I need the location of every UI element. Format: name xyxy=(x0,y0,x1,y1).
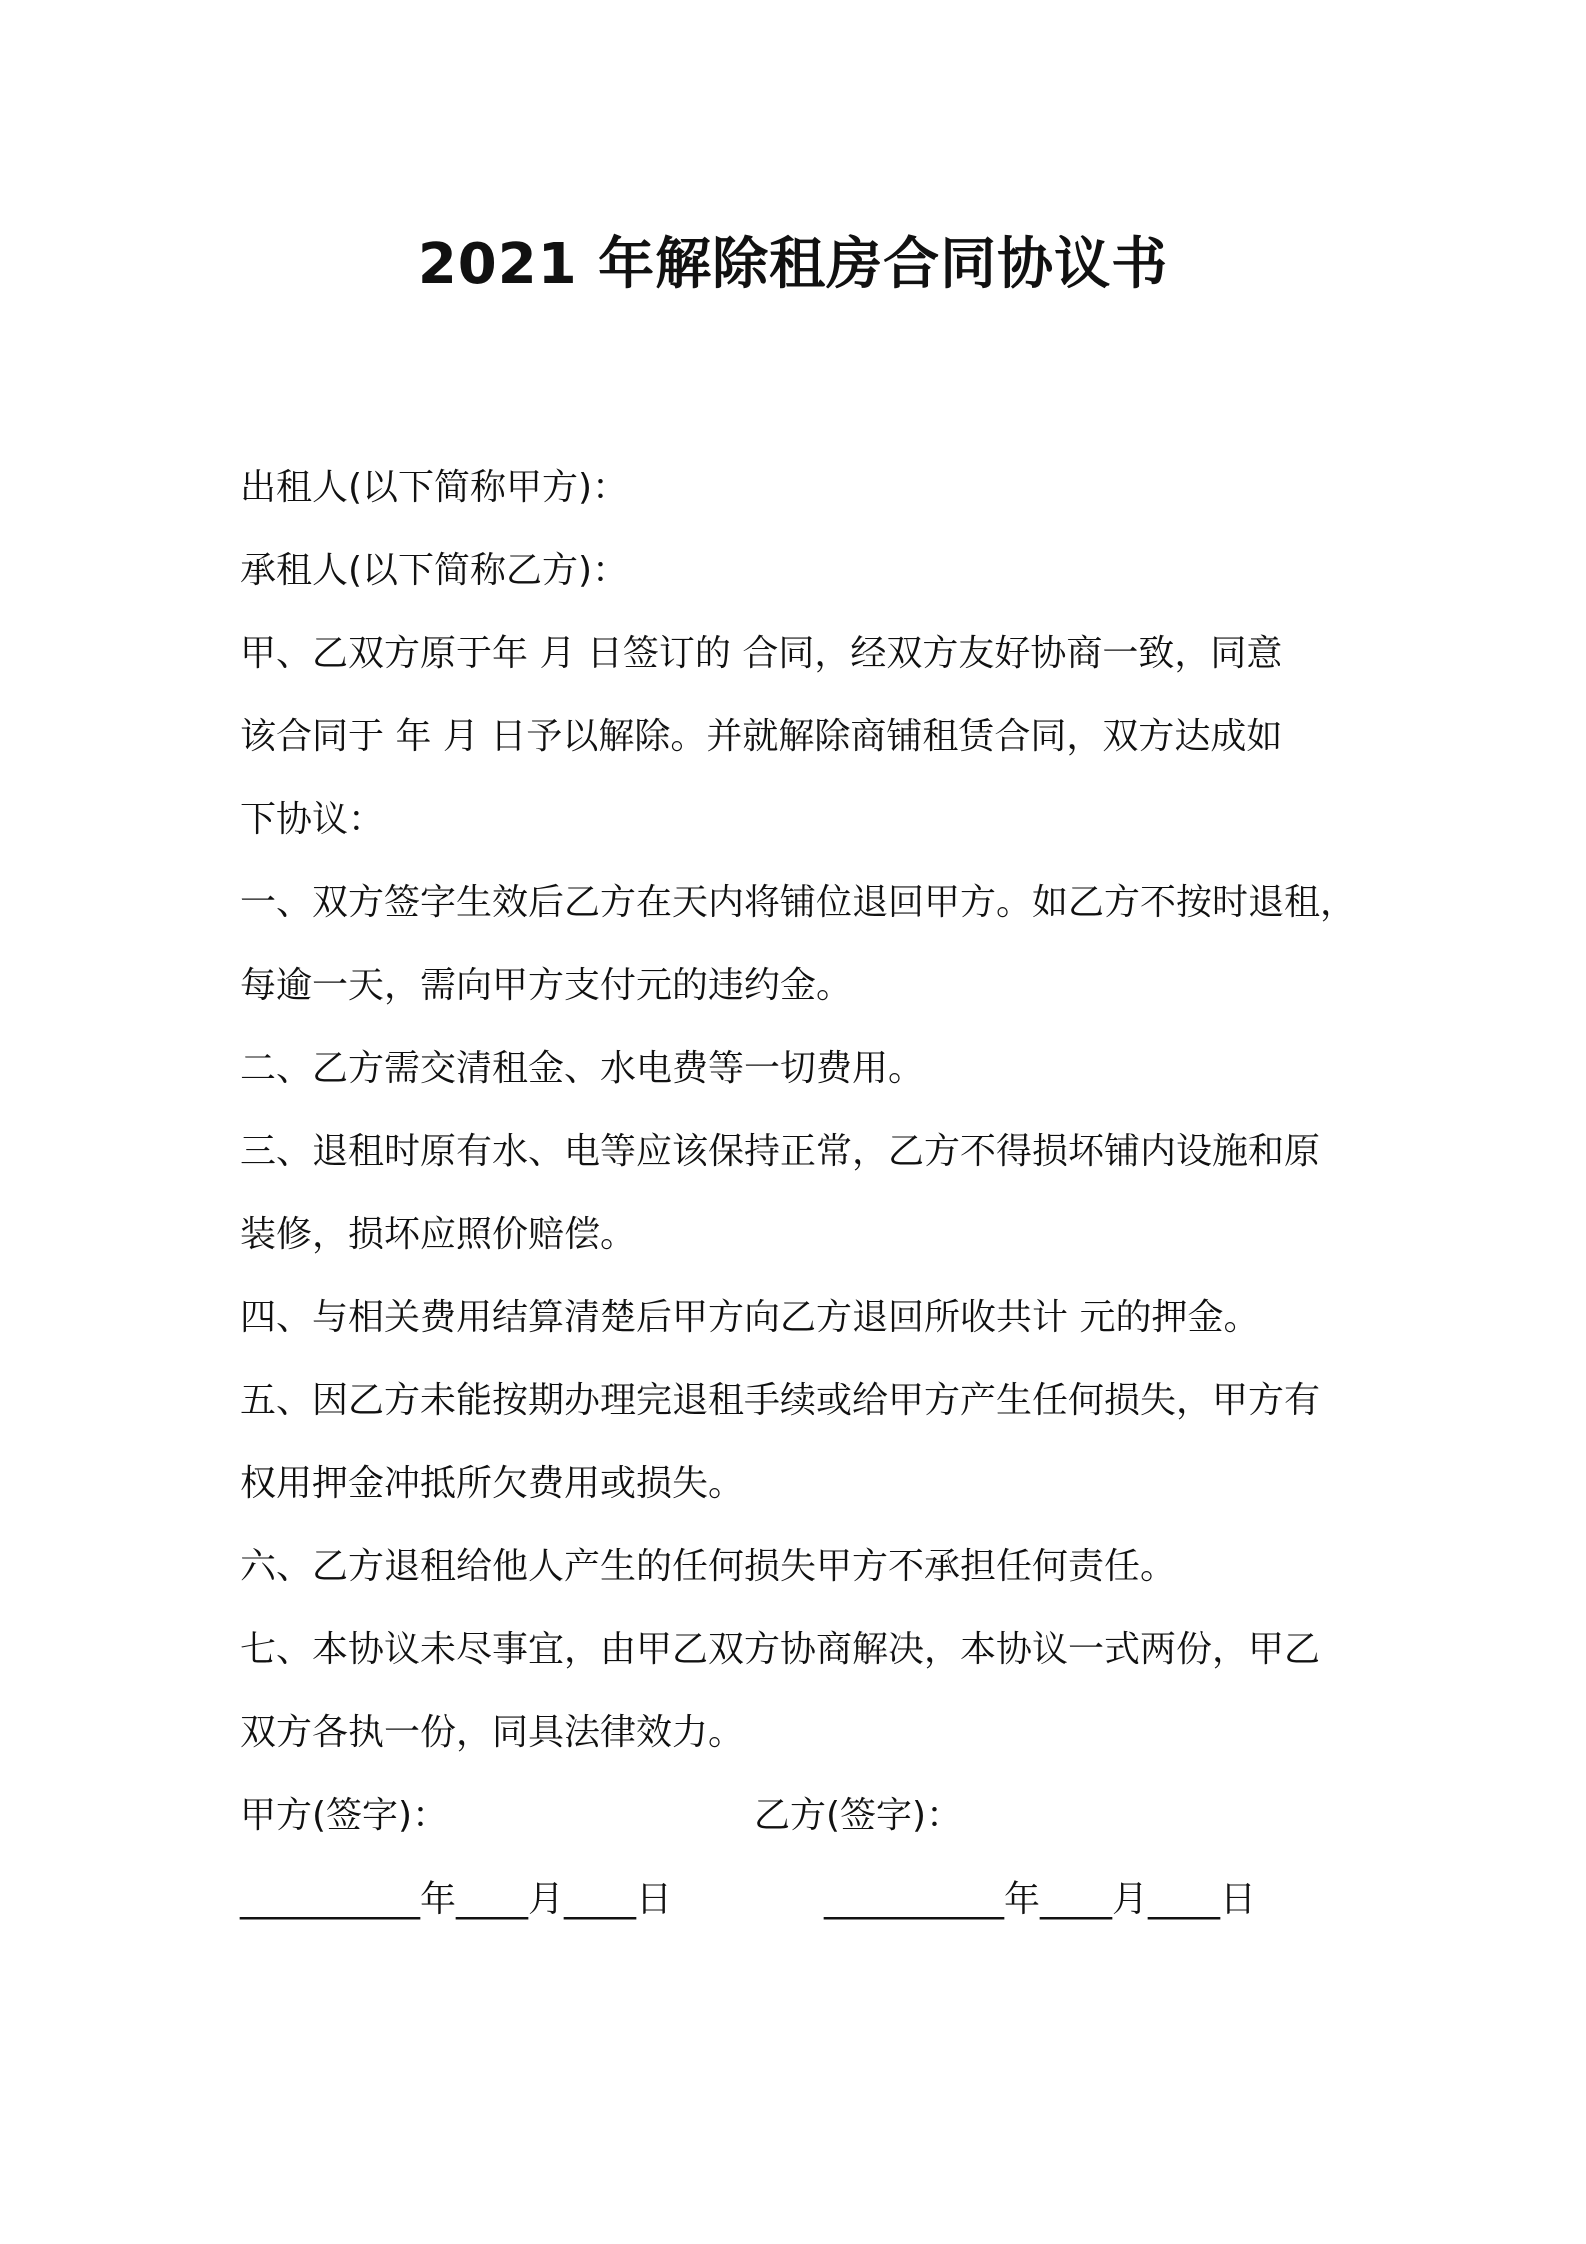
body-line: 一、双方签字生效后乙方在天内将铺位退回甲方。如乙方不按时退租， xyxy=(240,882,1357,923)
body-line: 下协议： xyxy=(240,799,385,840)
body-line: 七、本协议未尽事宜，由甲乙双方协商解决，本协议一式两份，甲乙 xyxy=(240,1629,1321,1670)
body-line: 双方各执一份，同具法律效力。 xyxy=(240,1712,745,1753)
party-a-date-line: __________年____月____日 xyxy=(240,1879,672,1920)
party-b-date-line: __________年____月____日 xyxy=(824,1879,1256,1920)
body-line: 三、退租时原有水、电等应该保持正常，乙方不得损坏铺内设施和原 xyxy=(240,1131,1321,1172)
document-body xyxy=(240,446,1360,1774)
body-line: 甲、乙双方原于年 月 日签订的 合同，经双方友好协商一致，同意 xyxy=(240,633,1283,674)
body-line: 四、与相关费用结算清楚后甲方向乙方退回所收共计 元的押金。 xyxy=(240,1297,1260,1338)
body-line: 六、乙方退租给他人产生的任何损失甲方不承担任何责任。 xyxy=(240,1546,1177,1587)
body-line: 承租人(以下简称乙方)： xyxy=(240,550,629,591)
body-line: 二、乙方需交清租金、水电费等一切费用。 xyxy=(240,1048,925,1089)
party-a-signature-label: 甲方(签字)： xyxy=(240,1795,449,1836)
document-title: 2021 年解除租房合同协议书 xyxy=(417,232,1169,297)
body-line: 该合同于 年 月 日予以解除。并就解除商铺租赁合同，双方达成如 xyxy=(240,716,1283,757)
body-line: 每逾一天，需向甲方支付元的违约金。 xyxy=(240,965,853,1006)
body-line: 权用押金冲抵所欠费用或损失。 xyxy=(240,1463,745,1504)
body-line: 装修，损坏应照价赔偿。 xyxy=(240,1214,637,1255)
body-line: 五、因乙方未能按期办理完退租手续或给甲方产生任何损失，甲方有 xyxy=(240,1380,1321,1421)
body-line: 出租人(以下简称甲方)： xyxy=(240,467,629,508)
party-b-signature-label: 乙方(签字)： xyxy=(754,1795,963,1836)
signature-dates-row xyxy=(240,1858,1360,1941)
signature-labels-row xyxy=(240,1774,1360,1857)
